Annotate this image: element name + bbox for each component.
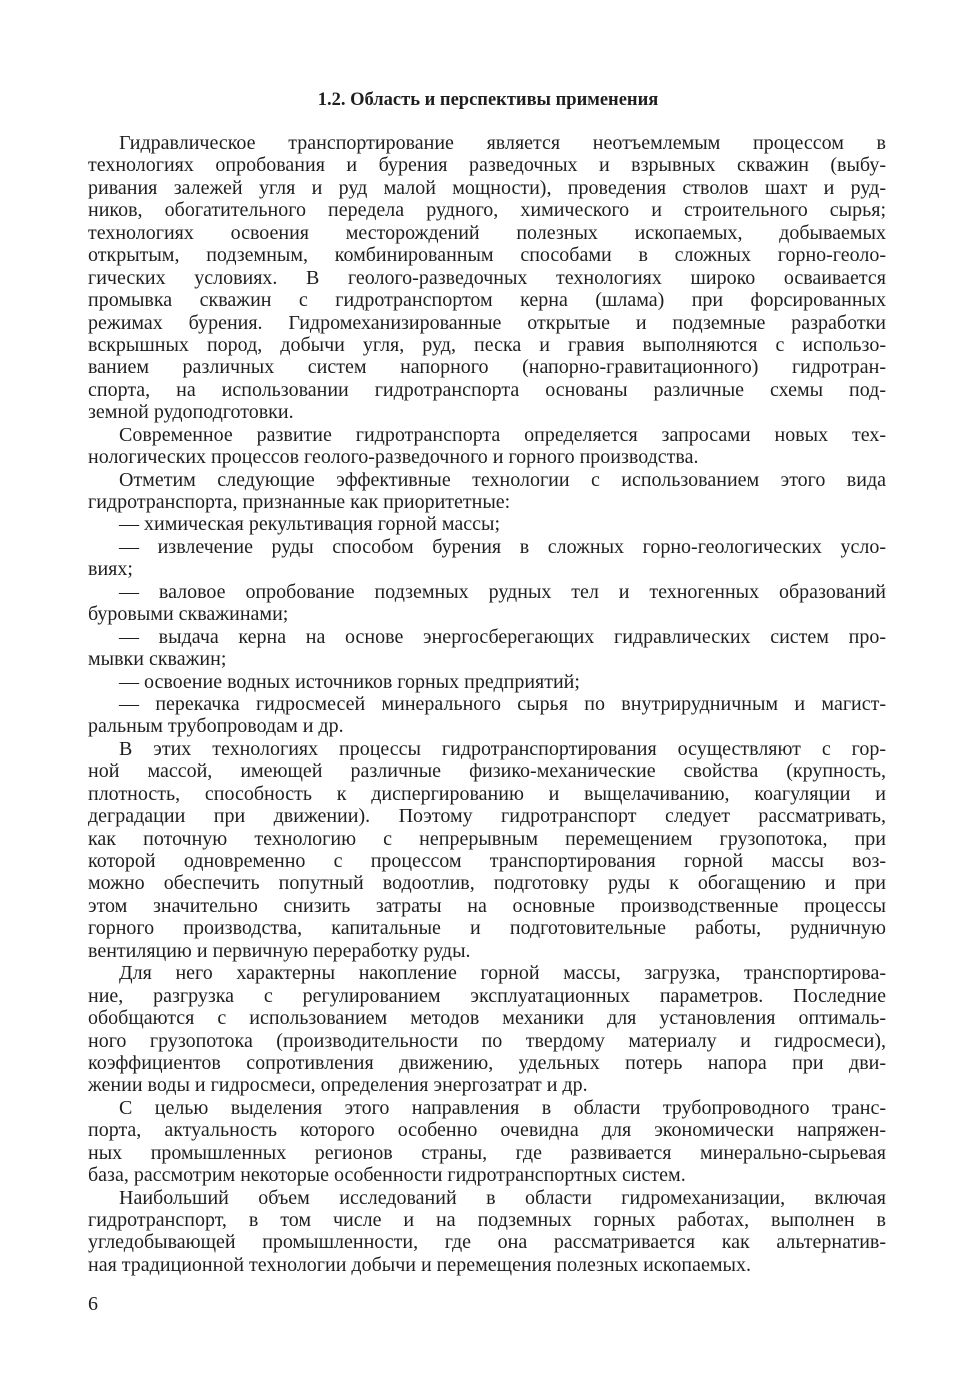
text-line: Отметим следующие эффективные технологии с использованием этого вида [119,468,886,491]
text-line: жении воды и гидросмеси, определения энергозатрат и др. [88,1074,588,1097]
text-line: плотность, способность к диспергированию и выщелачиванию, коагуляции и [88,782,886,805]
text-line: открытым, подземным, комбинированным способами в сложных горно-геоло- [88,244,886,267]
text-line: ной массой, имеющей различные физико-механические свойства (крупность, [88,760,886,783]
text-line: ных промышленных регионов страны, где развивается минерально-сырьевая [88,1141,886,1164]
text-line: угледобывающей промышленности, где она рассматривается как альтернатив- [88,1231,886,1254]
text-line: ние, разгрузка с регулированием эксплуатационных параметров. Последние [88,984,886,1007]
text-line: обобщаются с использованием методов механики для установления оптималь- [88,1007,886,1030]
text-line: Для него характерны накопление горной массы, загрузка, транспортирова- [119,962,886,985]
paragraph [88,1097,886,1187]
text-line: вентиляцию и первичную переработку руды. [88,939,471,962]
text-line: промывка скважин с гидротранспортом керна (шлама) при форсированных [88,289,886,312]
text-line: Современное развитие гидротранспорта определяется запросами новых тех- [119,423,886,446]
text-line: — извлечение руды способом бурения в сложных горно-геологических усло- [119,535,886,558]
paragraph [88,1187,886,1277]
text-line: технологиях опробования и бурения разведочных и взрывных скважин (выбу- [88,154,886,177]
text-line: мывки скважин; [88,648,227,671]
text-line: режимах бурения. Гидромеханизированные открытые и подземные разработки [88,311,886,334]
text-line: ривания залежей угля и руд малой мощности), проведения стволов шахт и руд- [88,176,886,199]
text-line: гидротранспорт, в том числе и на подземных горных работах, выполнен в [88,1209,886,1231]
text-line: деградации при движении). Поэтому гидротранспорт следует рассматривать, [88,805,886,828]
paragraph [88,469,886,514]
text-line: порта, актуальность которого особенно очевидна для экономически напряжен- [88,1119,886,1142]
paragraph [88,132,886,424]
text-line: виях; [88,558,133,581]
text-line: коэффициентов сопротивления движению, удельных потерь напора при дви- [88,1051,886,1074]
text-line: можно обеспечить попутный водоотлив, подготовку руды к обогащению и при [88,872,886,895]
text-line: буровыми скважинами; [88,603,289,626]
paragraph [88,693,886,738]
text-line: — выдача керна на основе энергосберегающих гидравлических систем про- [119,625,886,648]
paragraph [88,738,886,962]
text-line: ного грузопотока (производительности по твердому материалу и гидросмеси), [88,1029,886,1052]
text-line: как поточную технологию с непрерывным перемещением грузопотока, при [88,827,886,850]
text-line: которой одновременно с процессом транспортирования горной массы воз- [88,850,886,872]
paragraph [88,536,886,581]
text-line: горного производства, капитальные и подготовительные работы, рудничную [88,917,886,940]
text-line: база, рассмотрим некоторые особенности гидротранспортных систем. [88,1164,686,1187]
paragraph [88,513,886,535]
text-line: — химическая рекультивация горной массы; [119,513,500,536]
text-line: — валовое опробование подземных рудных тел и техногенных образований [119,580,886,603]
text-line: ванием различных систем напорного (напорно-гравитационного) гидротран- [88,356,886,379]
text-line: ников, обогатительного передела рудного, химического и строительного сырья; [88,199,886,222]
text-line: гических условиях. В геолого-разведочных технологиях широко осваивается [88,266,886,289]
section-title: 1.2. Область и перспективы применения [317,90,659,110]
text-line: гидротранспорта, признанные как приоритетные: [88,491,511,513]
paragraph [88,962,886,1097]
text-line: технологиях освоения месторождений полезных ископаемых, добываемых [88,221,886,244]
text-line: вскрышных пород, добычи угля, руд, песка и гравия выполняются с использо- [88,333,886,356]
paragraph [88,424,886,469]
body-text [88,132,886,1276]
text-line: этом значительно снизить затраты на основные производственные процессы [88,894,886,917]
paragraph [88,626,886,671]
text-line: — перекачка гидросмесей минерального сырья по внутрирудничным и магист- [119,692,886,715]
text-line: ная традиционной технологии добычи и перемещения полезных ископаемых. [88,1253,751,1276]
text-line: ральным трубопроводам и др. [88,715,344,738]
text-line: Гидравлическое транспортирование является неотъемлемым процессом в [119,132,886,154]
paragraph [88,581,886,626]
text-line: спорта, на использовании гидротранспорта основаны различные схемы под- [88,378,886,401]
text-line: — освоение водных источников горных предприятий; [119,670,580,693]
page-number: 6 [88,1293,98,1315]
text-line: земной рудоподготовки. [88,401,294,424]
text-line: В этих технологиях процессы гидротранспортирования осуществляют с гор- [119,737,886,760]
text-line: нологических процессов геолого-разведочного и горного производства. [88,446,699,469]
text-line: Наибольший объем исследований в области гидромеханизации, включая [119,1186,886,1209]
text-line: С целью выделения этого направления в области трубопроводного транс- [119,1096,886,1119]
paragraph [88,671,886,693]
